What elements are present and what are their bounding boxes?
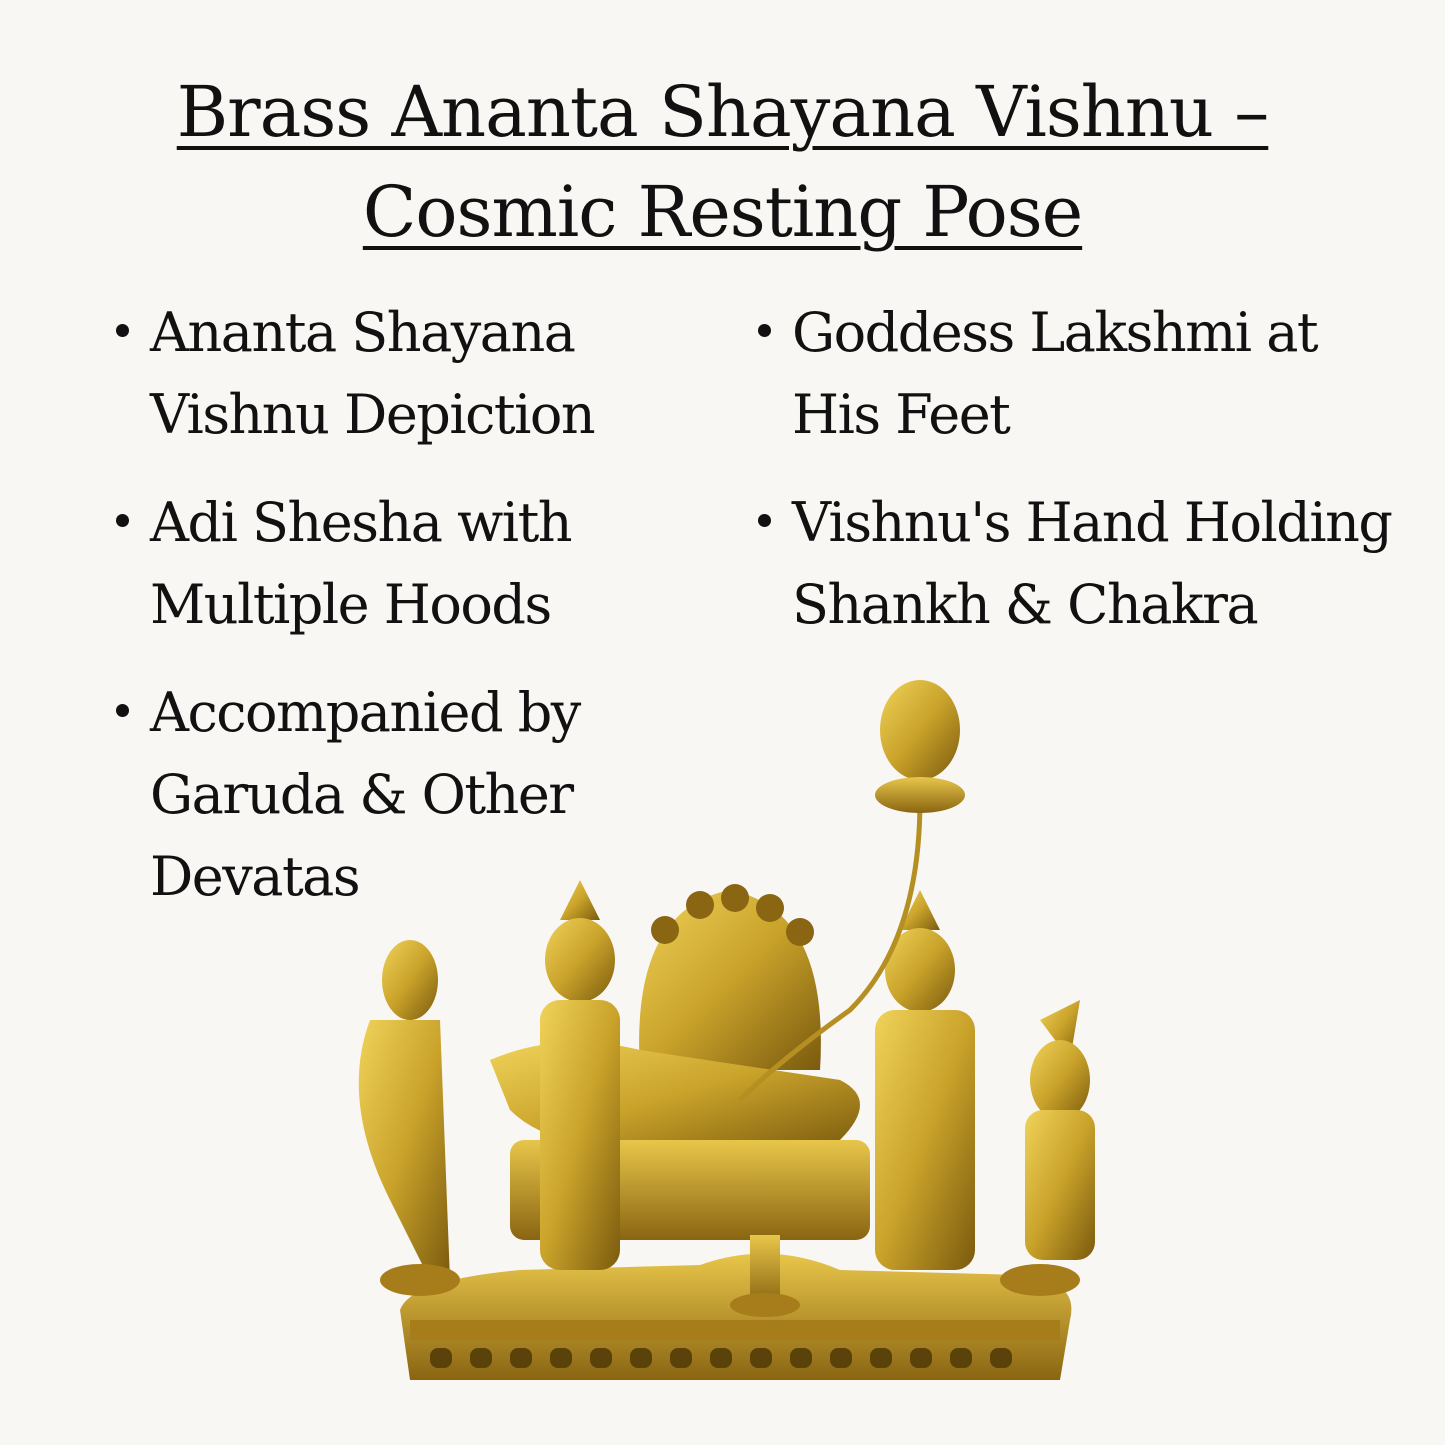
feature-bullet: Ananta Shayana Vishnu Depiction xyxy=(110,292,670,456)
serpent-hood-figure xyxy=(639,884,821,1070)
lakshmi-figure xyxy=(875,890,975,1270)
feature-bullet: Accompanied by Garuda & Other Devatas xyxy=(110,672,670,918)
page-title xyxy=(40,62,1405,262)
feature-bullet: Goddess Lakshmi at His Feet xyxy=(752,292,1412,456)
feature-bullet: Adi Shesha with Multiple Hoods xyxy=(110,482,670,646)
brass-statue-image xyxy=(320,680,1120,1400)
right-devata-figure xyxy=(1000,1000,1095,1296)
left-devata-figure xyxy=(540,880,620,1270)
garuda-figure xyxy=(359,940,460,1296)
page-title-text: Brass Ananta Shayana Vishnu – Cosmic Resting Pose xyxy=(176,71,1269,253)
feature-bullet: Vishnu's Hand Holding Shankh & Chakra xyxy=(752,482,1412,646)
pedestal-base xyxy=(400,1254,1071,1380)
feature-list-right xyxy=(752,292,1412,672)
